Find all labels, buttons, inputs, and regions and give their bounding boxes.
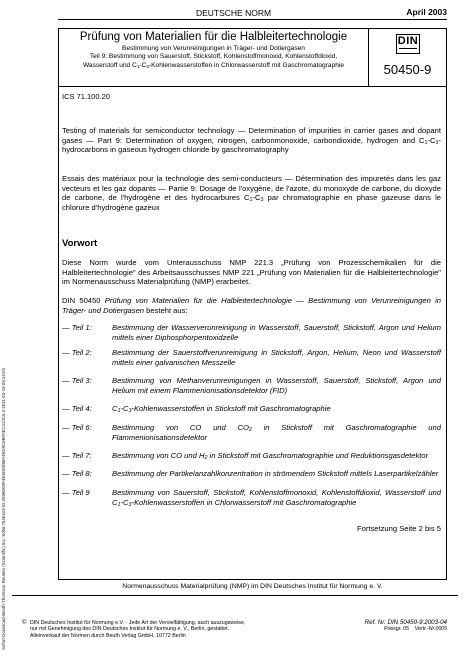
- part-text: Bestimmung von Methanverunreinigungen in Wasserstoff, Sauerstoff, Stickstoff, Argon und Helium mit einem Flammenionisationsdetektor (FID): [112, 376, 441, 395]
- consists-of: besteht aus:: [146, 305, 188, 315]
- din-box: [369, 28, 447, 87]
- document-title: Prüfung von Materialien für die Halbleitertechnologie: [79, 31, 348, 43]
- part-text: Bestimmung der Wasserverunreinigung in Wasserstoff, Sauerstoff, Stickstoff, Argon und Helium mittels einer Diphosphorpentoxidzelle: [112, 323, 441, 342]
- copyright-line-1: DIN Deutsches Institut für Normung e.V. · Jede Art der Vervielfältigung, auch auszugsweise,: [30, 620, 246, 626]
- part-label: — Teil 1:: [62, 323, 92, 332]
- reference-number: Ref. Nr. DIN 50450-9:2003-04: [364, 619, 447, 626]
- norm-label: DEUTSCHE NORM: [195, 8, 272, 18]
- foreword-heading: Vorwort: [62, 238, 98, 249]
- din-logo-bar: [399, 48, 417, 49]
- part-label: — Teil 9: [62, 488, 90, 497]
- price-vertr-line: [365, 626, 447, 633]
- reference-block: [365, 619, 447, 633]
- foreword-paragraph-1: Diese Norm wurde vom Unterausschuss NMP 221.3 „Prüfung von Prozesschemikalien für die Halbleitertechnologie" des Arbeitsausschusses NMP 221 „Prüfung von Materialien für die Halbleitertechnologie" im Normenausschuss Materialprüfung (NMP) erarbeitet.: [62, 258, 441, 287]
- part-line-1: Teil 9: Bestimmung von Sauerstoff, Stickstoff, Kohlenstoffmonoxid, Kohlenstoffdioxid,: [89, 53, 338, 61]
- part-text: Bestimmung von CO und $CO_2$ in Stickstoff mit Gaschromatographie und Flammenionisationsdetektor: [112, 423, 441, 442]
- part-label: — Teil 4:: [62, 404, 92, 413]
- copyright-line-3: Alleinverkauf der Normen durch Beuth Verlag GmbH, 10772 Berlin: [30, 632, 186, 639]
- copyright-icon: ©: [22, 620, 27, 626]
- subtitle-line: Bestimmung von Verunreinigungen in Träger- und Dotiergasen: [122, 45, 305, 52]
- part-text: Bestimmung von Sauerstoff, Stickstoff, Kohlenstoffmonoxid, Kohlenstoffdioxid, Wasserstoff und $C_1-C_3$-Kohlenwasserstoffen in Chlorwasserstoff mit Gaschromatographie: [112, 488, 441, 508]
- copyright-line-2: nur mit Genehmigung des DIN Deutsches Institut für Normung e. V., Berlin, gestattet.: [30, 626, 230, 633]
- foreword-paragraph-2: [62, 296, 441, 315]
- din-logo-icon: [396, 34, 420, 54]
- part-text: Bestimmung der Partikelanzahlkonzentration in strömendem Stickstoff mittels Laserpartikelzähler: [112, 469, 439, 478]
- copyright-notice: [22, 620, 280, 639]
- sales-number: Vertr.-Nr.0005: [414, 626, 447, 632]
- part-text: Bestimmung von CO und $H_2$ in Stickstoff mit Gaschromatographie und Reduktionsgasdetektor: [112, 451, 429, 461]
- document-subtitle: [59, 45, 368, 70]
- committee-footer: Normenausschuss Materialprüfung (NMP) im DIN Deutsches Institut für Normung e. V.: [122, 583, 383, 590]
- series-title: Prüfung von Materialien für die Halbleitertechnologie — Bestimmung von Verunreinigungen in Träger- und Dotiergasen: [62, 296, 441, 315]
- top-rule: [58, 19, 447, 20]
- price-group: Preisgr. 05: [384, 626, 409, 632]
- part-label: — Teil 6:: [62, 423, 92, 432]
- part-label: — Teil 3:: [62, 376, 92, 385]
- issue-date: April 2003: [406, 7, 447, 17]
- part-text: Bestimmung der Sauerstoffverunreinigung in Stickstoff, Argon, Helium, Neon und Wasserstoff mittels einer galvanischen Messzelle: [112, 348, 441, 367]
- part-label: — Teil 7:: [62, 451, 92, 460]
- french-title: Essais des matériaux pour la technologie des semi-conducteurs — Détermination des impuretés dans les gaz vecteurs et les gaz dopants — Partie 9: Dosage de l'oxygène, de l'azote, du monoxyde de carbone, du dioxyde de carbone, de l'hydrogène et des hydrocarbures $C_1-C_3$ par chromatographie en phase gazeuse dans le chlorure d'hydrogène gazeux: [62, 174, 441, 213]
- standard-ref: DIN 50450: [62, 296, 101, 305]
- title-box: [58, 28, 369, 87]
- part-text: $C_1-C_3$-Kohlenwasserstoffen in Stickstoff mit Gaschromatographie: [112, 404, 331, 414]
- continuation-note: Fortsetzung Seite 2 bis 5: [357, 524, 441, 533]
- english-title: Testing of materials for semiconductor technology — Determination of impurities in carrier gases and dopant gases — Part 9: Determination of oxygen, nitrogen, carbonmonoxide, carbondioxide, hydrogen and $C_1-C_3$-hydrocarbons in gaseous hydrogen chloride by gaschromatography: [62, 126, 441, 155]
- download-watermark: Sofort-Download-Beuth-Thomson Reuters (Scientific) Inc.-KdNr.7546103-ID.3998D09F4E6DE086F4ED9C8BF0EC113C5.2-2011-03-18 06:24:03: [1, 368, 6, 650]
- document-number: 50450-9: [383, 62, 432, 77]
- part-label: — Teil 8:: [62, 469, 92, 478]
- ics-code: ICS 71.100.20: [62, 92, 110, 101]
- part-line-2: Wasserstoff und $C_1-C_3$-Kohlenwasserstoffen in Chlorwasserstoff mit Gaschromatographie: [82, 61, 345, 69]
- din-logo-text: DIN: [397, 35, 419, 47]
- bottom-rule: [12, 595, 458, 596]
- part-label: — Teil 2:: [62, 348, 92, 357]
